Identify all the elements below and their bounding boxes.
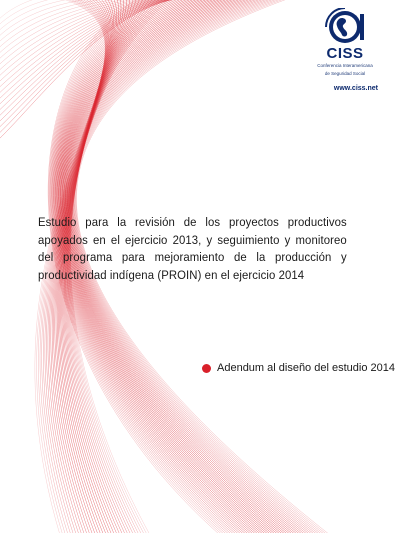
ciss-logo bbox=[314, 8, 376, 76]
subtitle-row bbox=[202, 360, 395, 376]
ciss-emblem-icon bbox=[322, 8, 368, 46]
document-title: Estudio para la revisión de los proyectos productivos apoyados en el ejercicio 2013, y seguimiento y monitoreo del programa para mejoramiento de la producción y productividad indígena (PROIN) en el ejercicio 2014 bbox=[38, 215, 347, 282]
website-link[interactable]: www.ciss.net bbox=[333, 85, 378, 92]
logo-wordmark: CISS bbox=[326, 45, 364, 62]
logo-caption-line1: Conferencia Interamericana bbox=[317, 63, 373, 68]
logo-caption-line2: de Seguridad Social bbox=[324, 70, 366, 76]
document-subtitle: Adendum al diseño del estudio 2014 bbox=[217, 362, 395, 374]
red-bullet-icon bbox=[202, 364, 211, 373]
